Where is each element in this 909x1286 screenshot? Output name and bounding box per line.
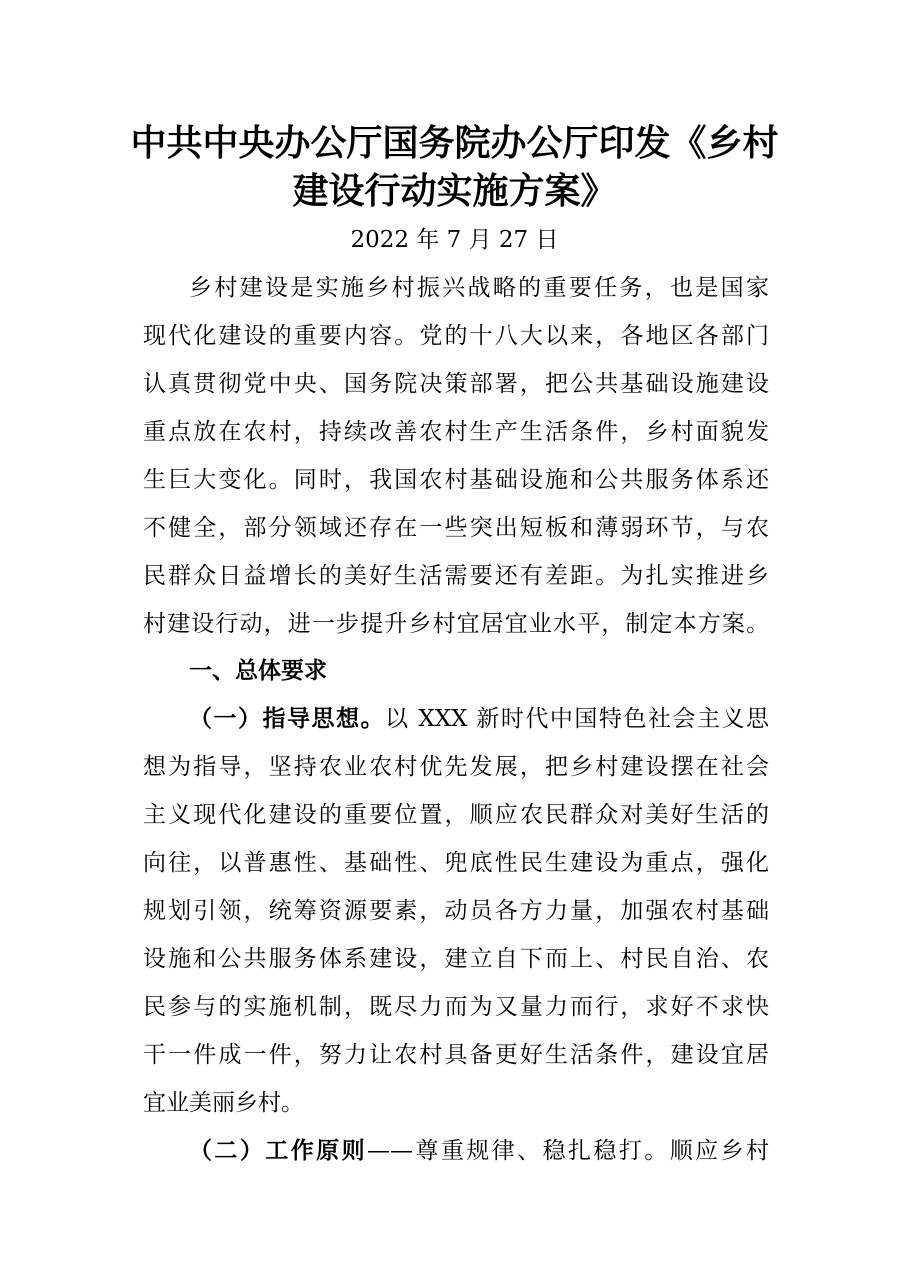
guiding-line: 规划引领，统筹资源要素，动员各方力量，加强农村基础 (143, 898, 769, 924)
intro-line: 民群众日益增长的美好生活需要还有差距。为扎实推进乡 (143, 563, 769, 589)
intro-line: 重点放在农村，持续改善农村生产生活条件，乡村面貌发 (143, 419, 769, 445)
guiding-line: 宜业美丽乡村。 (143, 1090, 304, 1116)
guiding-line: 主义现代化建设的重要位置，顺应农民群众对美好生活的 (143, 802, 769, 828)
intro-line: 生巨大变化。同时，我国农村基础设施和公共服务体系还 (143, 467, 769, 493)
guiding-ideology-label: （一）指导思想。 (189, 706, 386, 732)
work-principles-first-text: ——尊重规律、稳扎稳打。顺应乡村 (367, 1138, 770, 1164)
document-date: 2022 年 7 月 27 日 (350, 227, 559, 253)
intro-line: 现代化建设的重要内容。党的十八大以来，各地区各部门 (143, 323, 769, 349)
work-principles-label: （二）工作原则 (189, 1138, 367, 1164)
section-heading-general-requirements: 一、总体要求 (189, 658, 327, 684)
intro-line: 认真贯彻党中央、国务院决策部署，把公共基础设施建设 (143, 371, 769, 397)
guiding-line: 干一件成一件，努力让农村具备更好生活条件，建设宜居 (143, 1042, 769, 1068)
guiding-ideology-first-text: 以 XXX 新时代中国特色社会主义思 (385, 706, 769, 732)
document-title-line-2: 建设行动实施方案》 (292, 171, 617, 212)
intro-line: 乡村建设是实施乡村振兴战略的重要任务，也是国家 (189, 275, 769, 301)
guiding-line: 向往，以普惠性、基础性、兜底性民生建设为重点，强化 (143, 850, 769, 876)
guiding-ideology-first-line (189, 701, 769, 737)
guiding-line: 想为指导，坚持农业农村优先发展，把乡村建设摆在社会 (143, 754, 769, 780)
intro-line: 村建设行动，进一步提升乡村宜居宜业水平，制定本方案。 (143, 611, 769, 637)
intro-line: 不健全，部分领域还存在一些突出短板和薄弱环节，与农 (143, 515, 769, 541)
guiding-line: 设施和公共服务体系建设，建立自下而上、村民自治、农 (143, 946, 769, 972)
work-principles-first-line (189, 1133, 769, 1169)
guiding-line: 民参与的实施机制，既尽力而为又量力而行，求好不求快 (143, 994, 769, 1020)
document-title-line-1: 中共中央办公厅国务院办公厅印发《乡村 (130, 123, 779, 164)
